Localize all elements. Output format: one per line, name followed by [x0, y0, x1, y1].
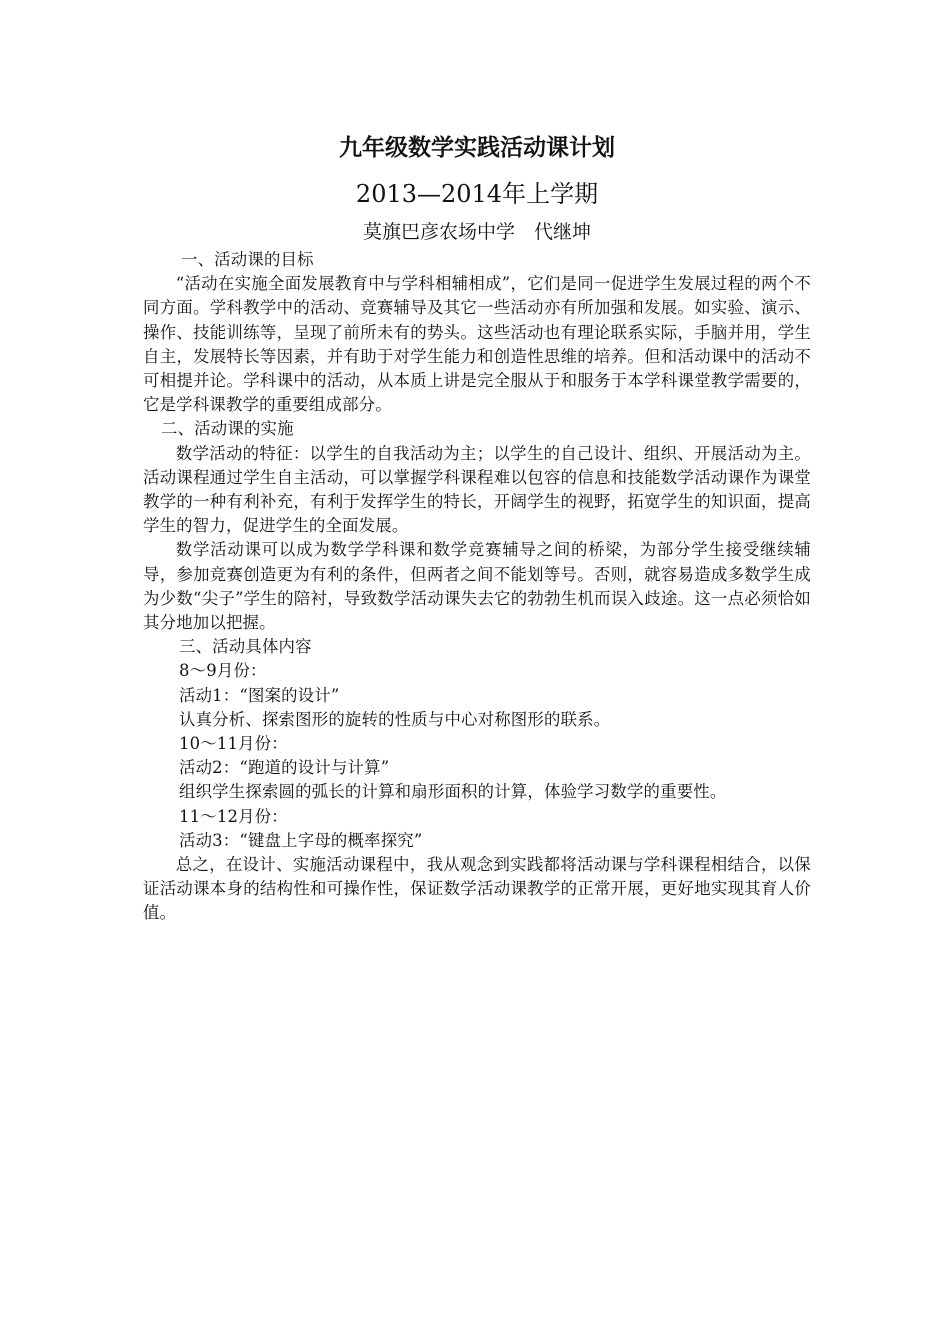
conclusion-paragraph: 总之，在设计、实施活动课程中，我从观念到实践都将活动课与学科课程相结合，以保证活动课本身的结构性和可操作性，保证数学活动课教学的正常开展，更好地实现其育人价值。	[143, 855, 811, 923]
list-item: 8～9月份：	[179, 661, 267, 681]
list-item: 活动3：“键盘上字母的概率探究”	[179, 830, 423, 850]
section2-paragraph-1: 数学活动的特征：以学生的自我活动为主；以学生的自己设计、组织、开展活动为主。活动课程通过学生自主活动，可以掌握学科课程难以包容的信息和技能数学活动课作为课堂教学的一种有利补充，有利于发挥学生的特长，开阔学生的视野，拓宽学生的知识面，提高学生的智力，促进学生的全面发展。	[143, 443, 811, 536]
document-title: 九年级数学实践活动课计划	[339, 134, 615, 161]
section2-paragraph-2: 数学活动课可以成为数学学科课和数学竞赛辅导之间的桥梁，为部分学生接受继续辅导，参加竞赛创造更为有利的条件，但两者之间不能划等号。否则，就容易造成多数学生成为少数“尖子”学生的陪衬，导致数学活动课失去它的勃勃生机而误入歧途。这一点必须恰如其分地加以把握。	[143, 540, 811, 633]
document-body	[143, 248, 811, 926]
document-subtitle: 2013—2014年上学期	[355, 180, 599, 208]
list-item: 活动2：“跑道的设计与计算”	[179, 758, 390, 778]
section1-paragraph: “活动在实施全面发展教育中与学科相辅相成”，它们是同一促进学生发展过程的两个不同方面。学科教学中的活动、竞赛辅导及其它一些活动亦有所加强和发展。如实验、演示、操作、技能训练等，呈现了前所未有的势头。这些活动也有理论联系实际，手脑并用，学生自主，发展特长等因素，并有助于对学生能力和创造性思维的培养。但和活动课中的活动不可相提并论。学科课中的活动，从本质上讲是完全服从于和服务于本学科课堂教学需要的，它是学科课教学的重要组成部分。	[143, 274, 811, 415]
section1-heading: 一、活动课的目标	[181, 250, 314, 269]
list-item: 组织学生探索圆的弧长的计算和扇形面积的计算，体验学习数学的重要性。	[179, 782, 727, 802]
list-item: 11～12月份：	[179, 806, 288, 826]
list-item: 10～11月份：	[179, 734, 288, 754]
list-item: 认真分析、探索图形的旋转的性质与中心对称图形的联系。	[179, 709, 611, 729]
list-item: 活动1：“图案的设计”	[179, 685, 340, 705]
document-author: 莫旗巴彦农场中学 代继坤	[362, 221, 591, 243]
section2-heading: 二、活动课的实施	[161, 419, 294, 439]
section3-heading: 三、活动具体内容	[179, 637, 312, 657]
document-content	[143, 128, 811, 926]
